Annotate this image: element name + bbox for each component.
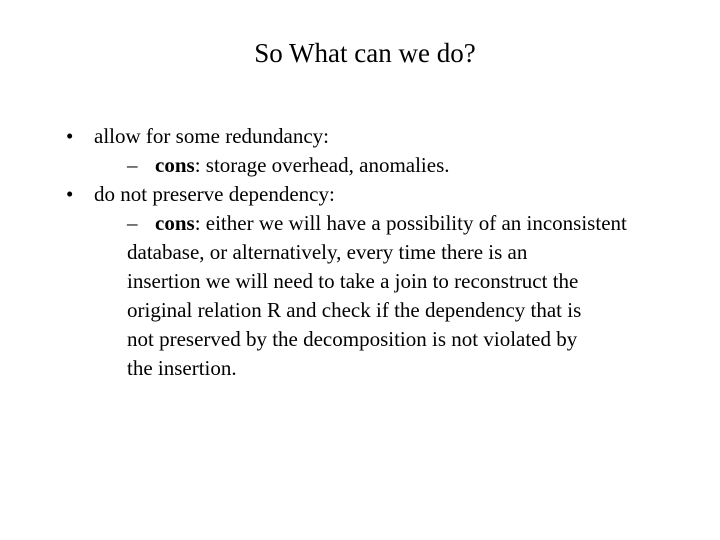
sub-item-continuation: not preserved by the decomposition is not violated by [127, 327, 578, 351]
bullet-item-2 [0, 180, 720, 209]
slide-body [0, 122, 720, 383]
sub-item-text: : either we will have a possibility of an inconsistent [194, 211, 627, 235]
dash-marker: – [127, 153, 138, 177]
sub-item-continuation: original relation R and check if the dependency that is [127, 298, 582, 322]
sub-item-continuation: insertion we will need to take a join to reconstruct the [127, 269, 579, 293]
bullet-item-1 [0, 122, 720, 151]
bullet-text: allow for some redundancy: [94, 124, 330, 148]
sub-item-2 [0, 209, 720, 238]
cons-label: cons [155, 211, 195, 235]
dash-marker: – [127, 211, 138, 235]
bullet-text: do not preserve dependency: [94, 182, 335, 206]
sub-item-1 [0, 151, 720, 180]
bullet-marker: • [66, 124, 74, 148]
slide-title: So What can we do? [254, 38, 476, 68]
sub-item-continuation: the insertion. [127, 356, 237, 380]
bullet-marker: • [66, 182, 74, 206]
cons-label: cons [155, 153, 195, 177]
sub-item-continuation: database, or alternatively, every time there is an [127, 240, 528, 264]
sub-item-text: : storage overhead, anomalies. [194, 153, 450, 177]
